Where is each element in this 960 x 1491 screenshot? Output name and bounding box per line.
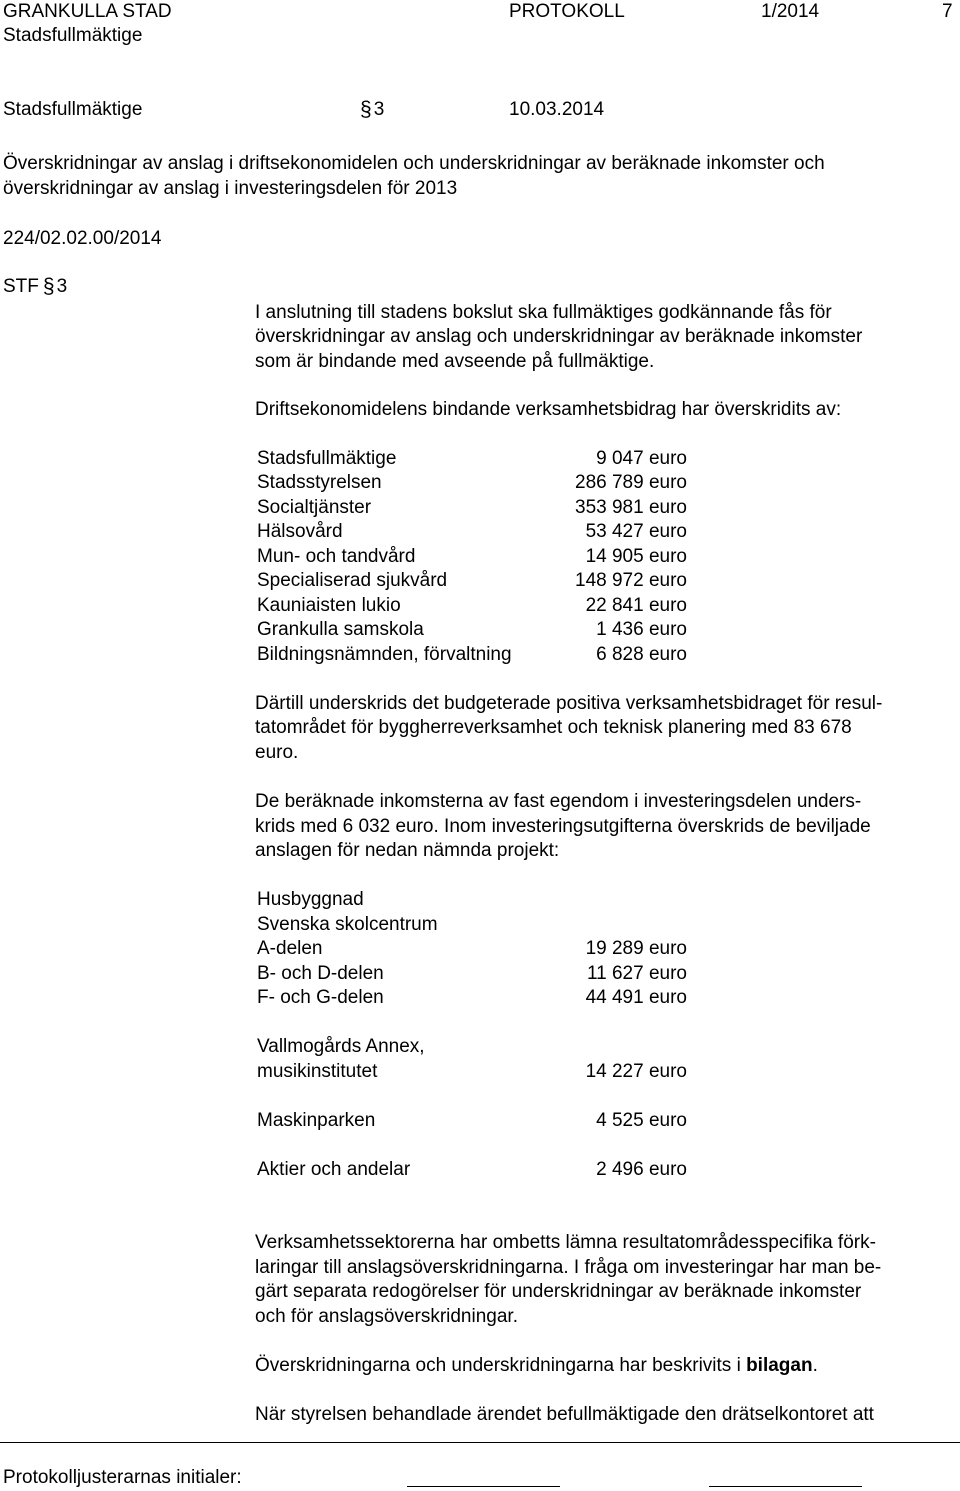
sectors-line-2: laringar till anslagsöverskridningarna. I fråga om investeringar har man be- xyxy=(255,1257,882,1278)
investment-amount: 19 289 euro xyxy=(585,938,687,959)
operating-amount: 286 789 euro xyxy=(575,472,687,493)
operating-amount: 22 841 euro xyxy=(585,595,687,616)
title-line-1: Överskridningar av anslag i driftsekonomidelen och underskridningar av beräknade inkomster och xyxy=(3,153,825,174)
operating-amount: 6 828 euro xyxy=(596,644,687,665)
section-label-number: 3 xyxy=(56,276,68,297)
operating-amount: 148 972 euro xyxy=(575,570,687,591)
intro-line-2: överskridningar av anslag och underskridningar av beräknade inkomster xyxy=(255,326,863,347)
investment-label: B- och D-delen xyxy=(257,963,384,984)
investment-amount: 44 491 euro xyxy=(585,987,687,1008)
operating-heading: Driftsekonomidelens bindande verksamhetsbidrag har överskridits av: xyxy=(255,399,842,420)
initials-signature-line xyxy=(407,1486,560,1487)
operating-amount: 1 436 euro xyxy=(596,619,687,640)
operating-label: Hälsovård xyxy=(257,521,343,542)
investment-subgroup-title: Svenska skolcentrum xyxy=(257,914,438,935)
sectors-line-3: gärt separata redogörelser för underskridningar av beräknade inkomster xyxy=(255,1281,862,1302)
sectors-line-1: Verksamhetssektorerna har ombetts lämna resultatområdesspecifika förk- xyxy=(255,1232,876,1253)
last-paragraph-line: När styrelsen behandlade ärendet befullmäktigade den drätselkontoret att xyxy=(255,1404,874,1425)
initials-signature-line xyxy=(709,1486,862,1487)
investment-amount: 2 496 euro xyxy=(596,1159,687,1180)
investment-label: musikinstitutet xyxy=(257,1061,378,1082)
section-label-text: STF xyxy=(3,276,39,297)
intro-line-3: som är bindande med avseende på fullmäktige. xyxy=(255,351,655,372)
investment-amount: 11 627 euro xyxy=(586,963,687,984)
operating-label: Stadsfullmäktige xyxy=(257,448,397,469)
meeting-section-number: 3 xyxy=(373,99,385,120)
meeting-body: Stadsfullmäktige xyxy=(3,99,143,120)
investment-line-1: De beräknade inkomsterna av fast egendom i investeringsdelen unders- xyxy=(255,791,862,812)
investment-line-3: anslagen för nedan nämnda projekt: xyxy=(255,840,560,861)
appendix-end: . xyxy=(812,1355,818,1376)
footer-initials-label: Protokolljusterarnas initialer: xyxy=(3,1467,242,1488)
meeting-date: 10.03.2014 xyxy=(509,99,605,120)
appendix-text: Överskridningarna och underskridningarna har beskrivits i xyxy=(255,1355,747,1376)
title-line-2: överskridningar av anslag i investeringsdelen för 2013 xyxy=(3,178,458,199)
header-body: Stadsfullmäktige xyxy=(3,25,143,46)
appendix-paragraph xyxy=(255,1354,818,1379)
meeting-section xyxy=(356,98,384,123)
operating-label: Mun- och tandvård xyxy=(257,546,416,567)
investment-amount: 14 227 euro xyxy=(585,1061,687,1082)
sectors-line-4: och för anslagsöverskridningar. xyxy=(255,1306,518,1327)
appendix-link-text: bilagan xyxy=(746,1355,813,1376)
underrun-line-3: euro. xyxy=(255,742,299,763)
investment-label: F- och G-delen xyxy=(257,987,384,1008)
underrun-line-2: tatområdet för byggherreverksamhet och teknisk planering med 83 678 xyxy=(255,717,852,738)
underrun-line-1: Därtill underskrids det budgeterade positiva verksamhetsbidraget för resul- xyxy=(255,693,883,714)
section-sign: § xyxy=(360,98,372,121)
operating-amount: 9 047 euro xyxy=(596,448,687,469)
intro-line-1: I anslutning till stadens bokslut ska fullmäktiges godkännande fås för xyxy=(255,302,832,323)
operating-label: Grankulla samskola xyxy=(257,619,424,640)
operating-label: Stadsstyrelsen xyxy=(257,472,382,493)
header-doc-type: PROTOKOLL xyxy=(509,1,625,22)
reference-number: 224/02.02.00/2014 xyxy=(3,228,162,249)
operating-amount: 53 427 euro xyxy=(585,521,687,542)
investment-label: Aktier och andelar xyxy=(257,1159,411,1180)
header-org: GRANKULLA STAD xyxy=(3,1,172,22)
investment-amount: 4 525 euro xyxy=(596,1110,687,1131)
section-label xyxy=(3,275,67,300)
operating-label: Bildningsnämnden, förvaltning xyxy=(257,644,512,665)
operating-label: Socialtjänster xyxy=(257,497,372,518)
section-sign: § xyxy=(42,275,55,298)
investment-label: Vallmogårds Annex, xyxy=(257,1036,425,1057)
operating-label: Specialiserad sjukvård xyxy=(257,570,448,591)
operating-amount: 353 981 euro xyxy=(575,497,687,518)
operating-amount: 14 905 euro xyxy=(585,546,687,567)
footer-divider xyxy=(0,1442,960,1443)
investment-label: Maskinparken xyxy=(257,1110,376,1131)
investment-line-2: krids med 6 032 euro. Inom investeringsutgifterna överskrids de beviljade xyxy=(255,816,871,837)
operating-label: Kauniaisten lukio xyxy=(257,595,401,616)
header-page-number: 7 xyxy=(942,1,953,22)
investment-group-title: Husbyggnad xyxy=(257,889,364,910)
header-issue: 1/2014 xyxy=(761,1,820,22)
investment-label: A-delen xyxy=(257,938,323,959)
